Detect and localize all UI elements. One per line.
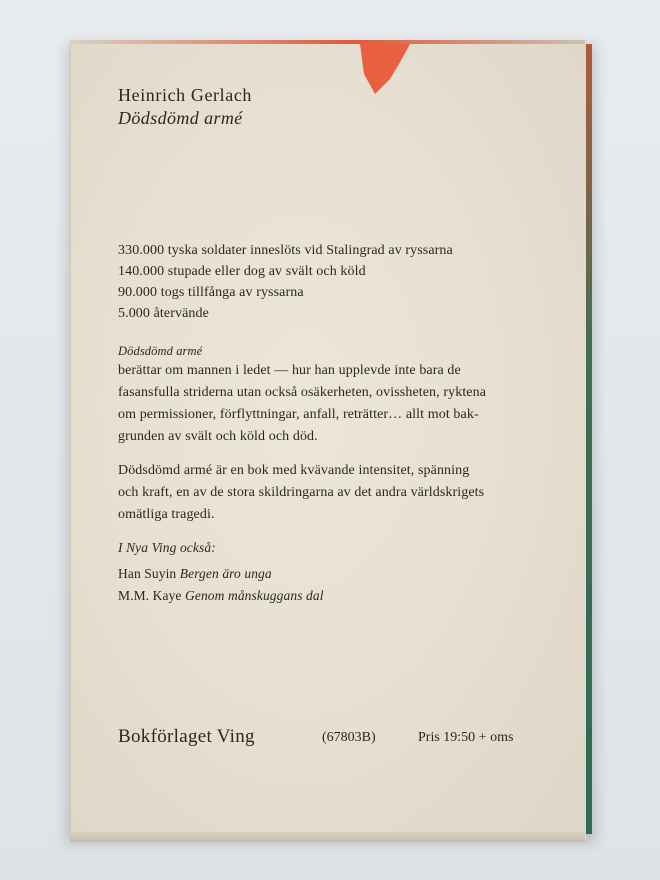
paragraph-line: fasansfulla striderna utan också osäkerheten, ovissheten, ryktena [118,385,487,400]
paragraph-line: omätliga tragedi. [118,507,215,522]
description-paragraph-2 [118,460,484,526]
stats-line: 5.000 återvände [118,306,209,321]
also-list [118,563,324,607]
also-heading: I Nya Ving också: [118,540,216,555]
also-author: Han Suyin [118,566,177,581]
publisher-name: Bokförlaget Ving [118,726,255,747]
paragraph-line: berättar om mannen i ledet — hur han upplevde inte bara de [118,363,461,378]
paragraph-line: och kraft, en av de stora skildringarna av det andra världskrigets [118,485,485,500]
also-title: Genom månskuggans dal [185,588,324,603]
also-list-item [118,585,324,607]
also-author: M.M. Kaye [118,588,182,603]
stats-line: 140.000 stupade eller dog av svält och köld [118,264,366,279]
stats-block [118,240,453,324]
paragraph-line: om permissioner, förflyttningar, anfall, reträtter… allt mot bak- [118,407,479,422]
paragraph-line: Dödsdömd armé är en bok med kvävande intensitet, spänning [118,463,470,478]
also-list-item [118,563,324,585]
book-bottom-edge [70,832,585,842]
description-subtitle: Dödsdömd armé [118,344,203,358]
price-label: Pris 19:50 + oms [418,730,514,745]
also-title: Bergen äro unga [179,566,272,581]
paragraph-line: grunden av svält och köld och död. [118,429,318,444]
stats-line: 330.000 tyska soldater inneslöts vid Stalingrad av ryssarna [118,243,453,258]
catalog-code: (67803B) [322,730,376,745]
author-name: Heinrich Gerlach [118,85,253,105]
description-paragraph-1 [118,360,486,448]
stats-line: 90.000 togs tillfånga av ryssarna [118,285,304,300]
book-title: Dödsdömd armé [118,108,243,128]
